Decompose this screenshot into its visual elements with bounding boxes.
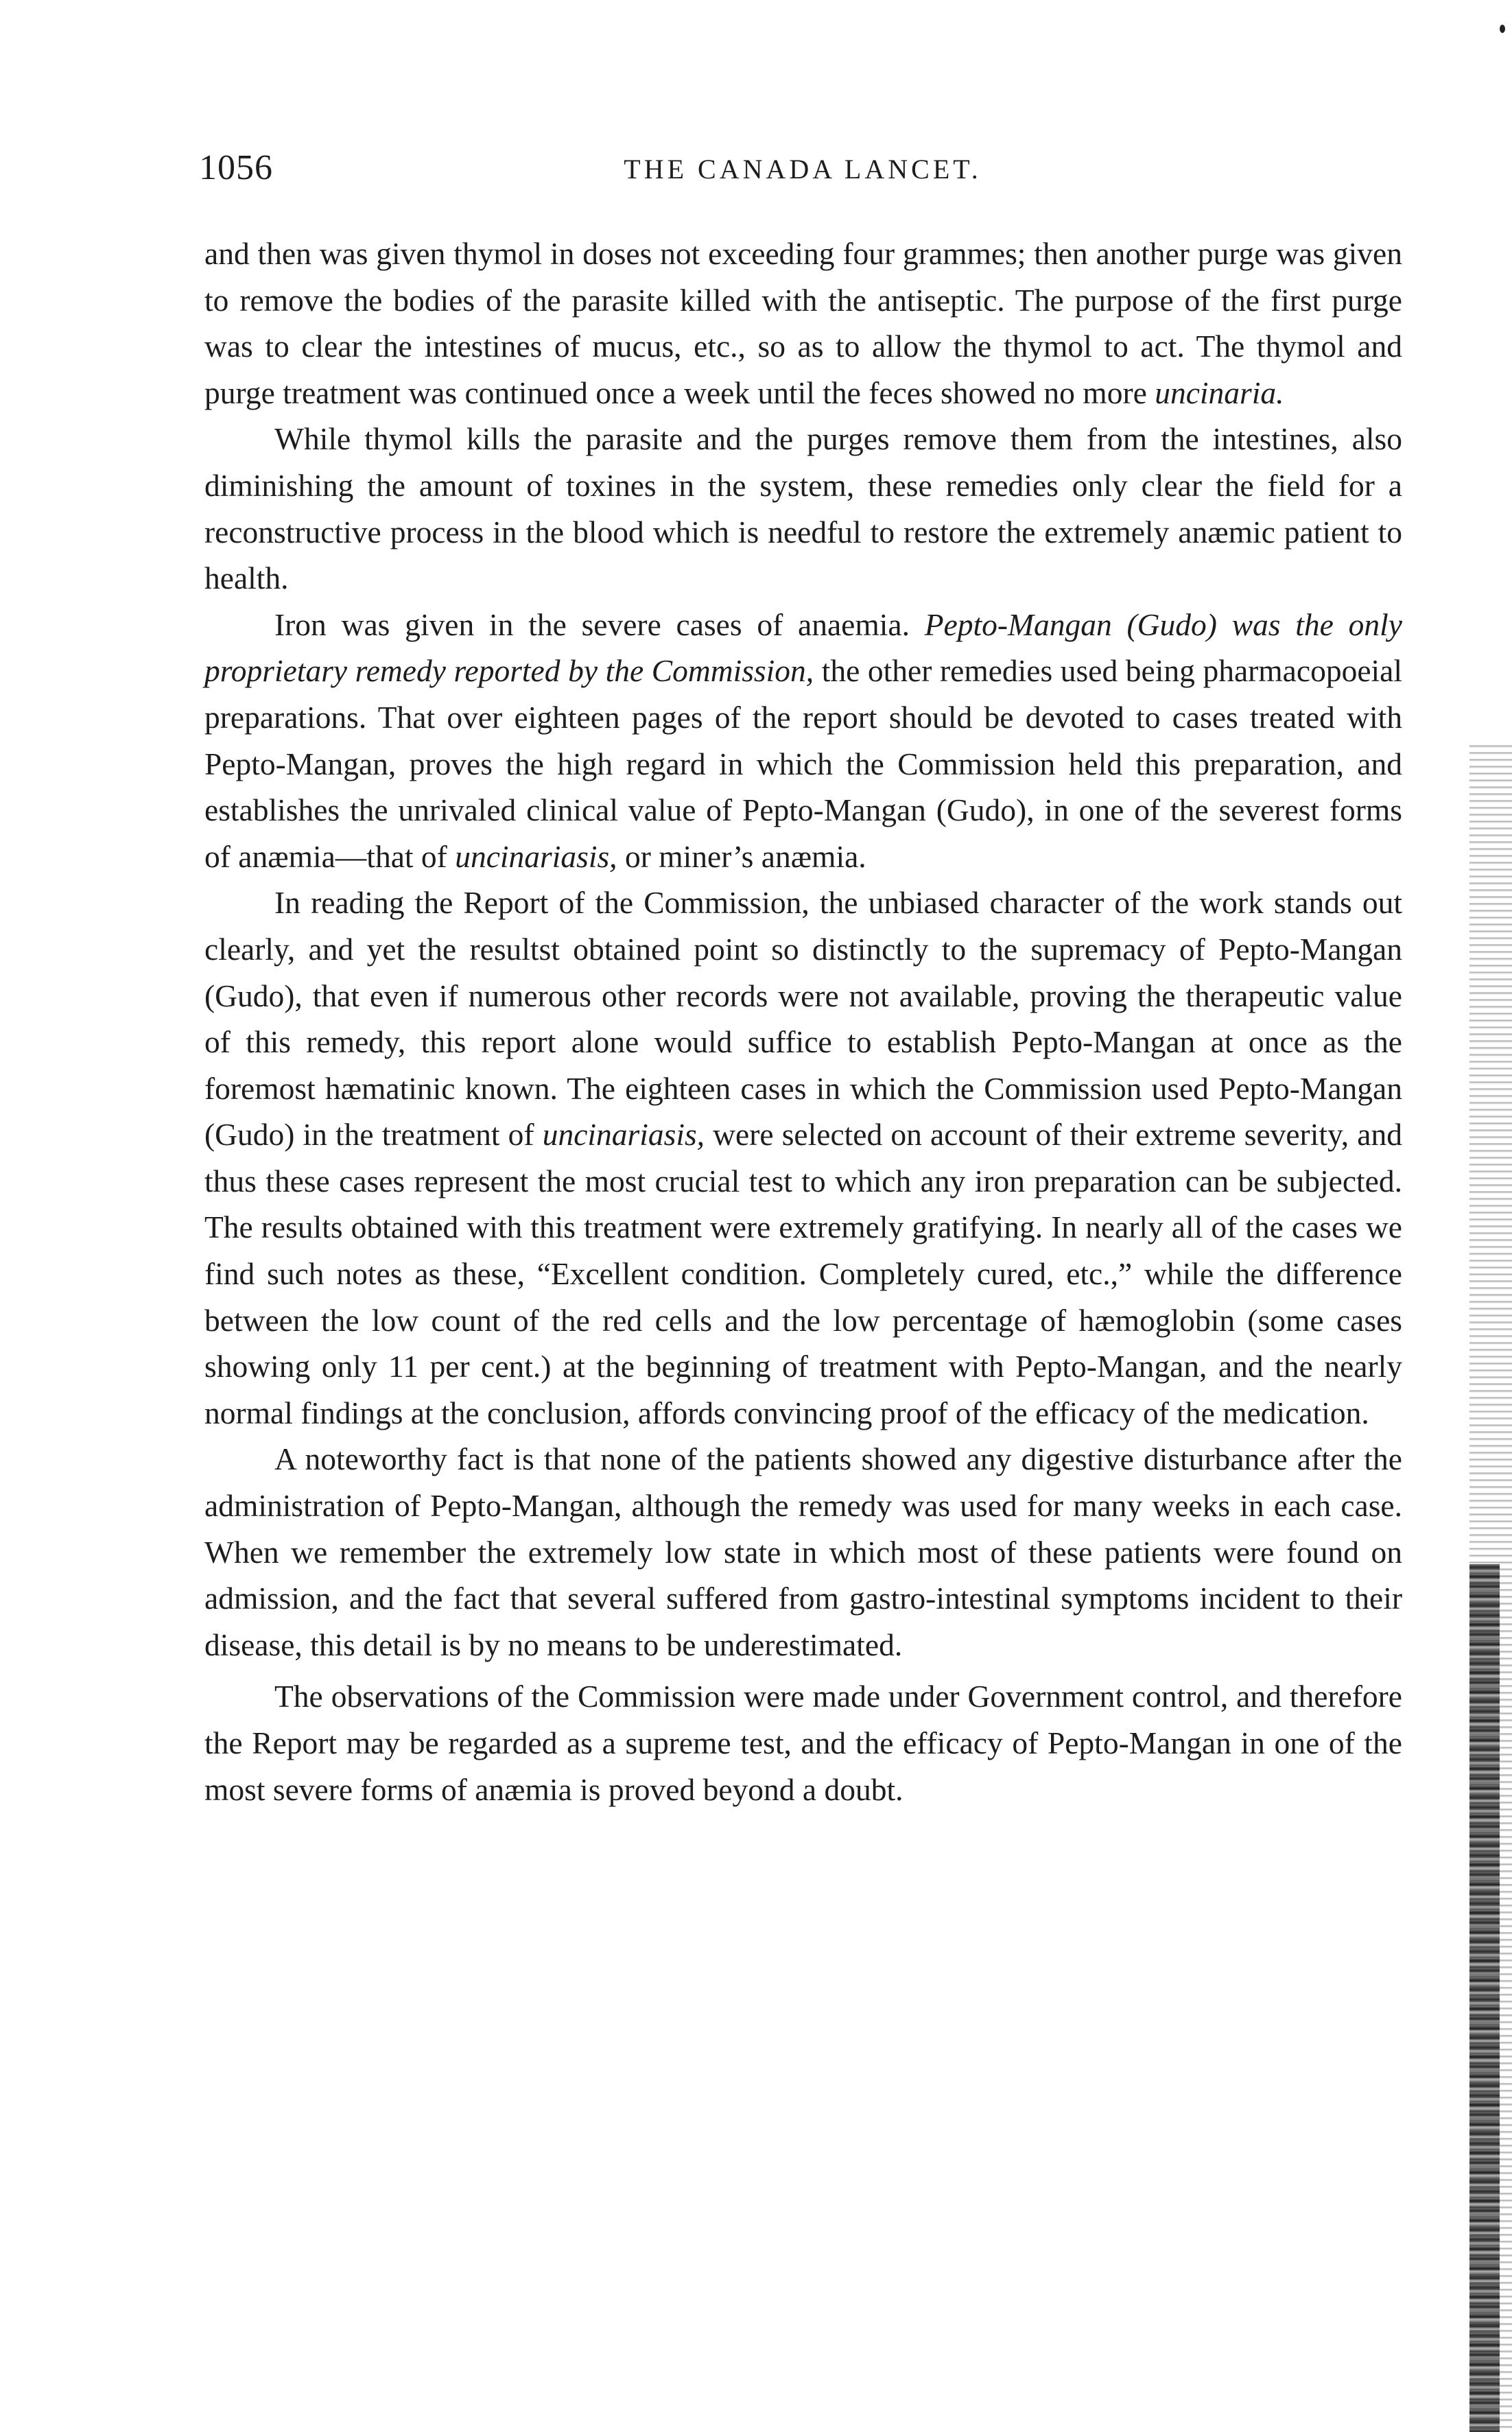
italic-run: uncinariasis, xyxy=(455,838,617,874)
text-run: and then was given thymol in doses not exceeding four grammes; then another purge was given to remove the bodies of the parasite killed with the antiseptic. The purpose of the first purge was to clear the intestines of mucus, etc., so as to allow the thymol to act. The thymol and purge treatment was continued once a week until the feces showed no more xyxy=(204,236,1402,410)
text-run: or miner’s anæmia. xyxy=(617,838,866,874)
page-header xyxy=(199,147,1406,196)
text-run: the other remedies used being pharmacopoeial preparations. That over eighteen pages of the report should be devoted to cases treated with Pepto-Mangan, proves the high regard in which the Commission held this preparation, and establishes the unrivaled clinical value of Pepto-Mangan (Gudo), in one of the severest forms of anæmia—that of xyxy=(204,653,1402,874)
italic-run: uncinariasis, xyxy=(542,1117,705,1153)
text-run: A noteworthy fact is that none of the patients showed any digestive disturbance after the administration of Pepto-Mangan, although the remedy was used for many weeks in each case. When we remember the extremely low state in which most of these patients were found on admission, and the fact that several suffered from gastro-intestinal symptoms incident to their disease, this detail is by no means to be underestimated. xyxy=(204,1441,1402,1662)
paragraph-digestive-tolerance xyxy=(204,1436,1402,1668)
scan-speck xyxy=(1500,25,1505,33)
page-number: 1056 xyxy=(199,148,273,187)
page-binding-shadow xyxy=(1469,1564,1500,2432)
paragraph-reconstructive-process xyxy=(204,416,1402,601)
text-run: Iron was given in the severe cases of anaemia. xyxy=(274,606,925,642)
body-text xyxy=(204,231,1402,1813)
italic-run: Pepto-Mangan (Gudo) was the only proprietary remedy reported by the Commission, xyxy=(204,606,1402,689)
text-run: In reading the Report of the Commission, the unbiased character of the work stands out clearly, and yet the resultst obtained point so distinctly to the supremacy of Pepto-Mangan (Gudo), that even if numerous other records were not available, proving the therapeutic value of this remedy, this report alone would suffice to establish Pepto-Mangan at once as the foremost hæmatinic known. The eighteen cases in which the Commission used Pepto-Mangan (Gudo) in the treatment of xyxy=(204,885,1402,1153)
paragraph-conclusion xyxy=(204,1673,1402,1813)
text-run: While thymol kills the parasite and the purges remove them from the intestines, also diminishing the amount of toxines in the system, these remedies only clear the field for a reconstructive process in the blood which is needful to restore the extremely anæmic patient to health. xyxy=(204,421,1402,596)
paragraph-iron-treatment xyxy=(204,602,1402,880)
paragraph-thymol-treatment xyxy=(204,231,1402,416)
running-head: THE CANADA LANCET. xyxy=(624,154,982,185)
text-run: The observations of the Commission were made under Government control, and therefore the Report may be regarded as a supreme test, and the efficacy of Pepto-Mangan in one of the most severe forms of anæmia is proved beyond a doubt. xyxy=(204,1679,1402,1807)
paragraph-commission-report xyxy=(204,879,1402,1436)
italic-run: uncinaria. xyxy=(1155,375,1284,410)
text-run: were selected on account of their extreme severity, and thus these cases represent the most crucial test to which any iron preparation can be subjected. The results obtained with this treatment were extremely gratifying. In nearly all of the cases we find such notes as these, “Excellent condition. Completely cured, etc.,” while the difference between the low count of the red cells and the low percentage of hæmoglobin (some cases showing only 11 per cent.) at the beginning of treatment with Pepto-Mangan, and the nearly normal findings at the conclusion, affords convincing proof of the efficacy of the medication. xyxy=(204,1117,1402,1430)
